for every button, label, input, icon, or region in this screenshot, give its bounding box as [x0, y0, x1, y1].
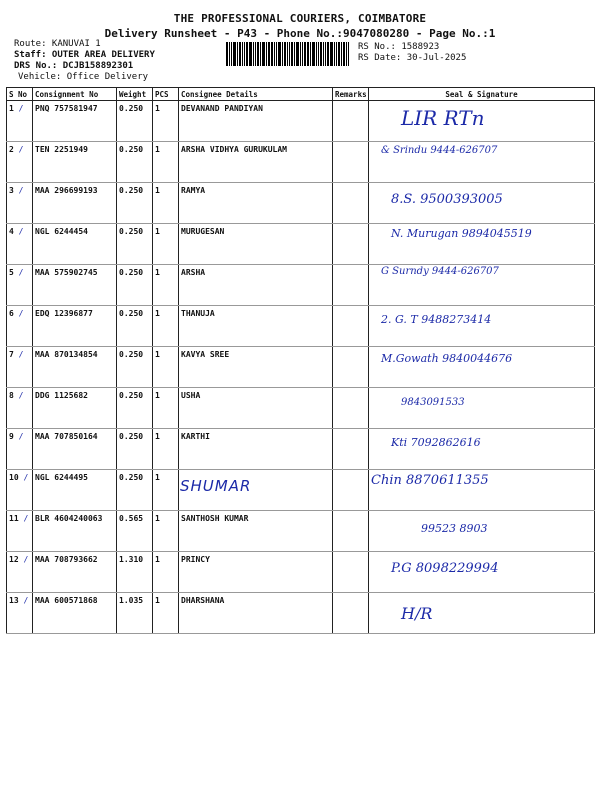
table-row [7, 511, 595, 552]
tick-mark-icon: / [13, 227, 24, 236]
consignee-cell: DEVANAND PANDIYAN [179, 101, 333, 142]
sno-cell: 7 / [7, 347, 33, 388]
consignment-cell: EDQ 12396877 [33, 306, 117, 347]
signature-handwriting: 2. G. T 9488273414 [381, 313, 492, 326]
sno-cell: 1 / [7, 101, 33, 142]
sno-cell: 9 / [7, 429, 33, 470]
signature-handwriting: Chin 8870611355 [371, 473, 489, 488]
sno-cell: 6 / [7, 306, 33, 347]
table-row [7, 101, 595, 142]
consignment-cell: MAA 707850164 [33, 429, 117, 470]
remarks-cell [333, 183, 369, 224]
staff-label: Staff: OUTER AREA DELIVERY [14, 50, 155, 60]
sno-cell: 2 / [7, 142, 33, 183]
rs-date-label: RS Date: 30-Jul-2025 [358, 53, 467, 63]
tick-mark-icon: / [18, 473, 29, 482]
runsheet-table [6, 87, 595, 634]
drs-label: DRS No.: DCJB158892301 [14, 61, 134, 71]
consignee-cell: THANUJA [179, 306, 333, 347]
sno-cell: 3 / [7, 183, 33, 224]
weight-cell: 0.250 [117, 142, 153, 183]
signature-handwriting: 99523 8903 [421, 522, 488, 535]
remark-handwriting: SHUMAR [180, 477, 252, 495]
rs-no-label: RS No.: 1588923 [358, 42, 440, 52]
route-label: Route: KANUVAI 1 [14, 39, 101, 49]
pcs-cell: 1 [153, 429, 179, 470]
consignee-cell: USHA [179, 388, 333, 429]
tick-mark-icon: / [18, 555, 29, 564]
consignee-cell: DHARSHANA [179, 593, 333, 634]
pcs-cell: 1 [153, 511, 179, 552]
signature-cell [369, 470, 595, 511]
sno-cell: 10 / [7, 470, 33, 511]
weight-cell: 0.565 [117, 511, 153, 552]
consignment-cell: PNQ 757581947 [33, 101, 117, 142]
table-row [7, 306, 595, 347]
tick-mark-icon: / [13, 309, 24, 318]
consignment-cell: MAA 600571868 [33, 593, 117, 634]
consignee-cell: KARTHI [179, 429, 333, 470]
table-header-row [7, 88, 595, 101]
table-row [7, 183, 595, 224]
remarks-cell [333, 101, 369, 142]
signature-handwriting: Kti 7092862616 [391, 436, 481, 449]
consignment-cell: MAA 296699193 [33, 183, 117, 224]
sno-cell: 5 / [7, 265, 33, 306]
signature-cell [369, 224, 595, 265]
table-row [7, 470, 595, 511]
col-header-sno: S No [7, 88, 33, 101]
pcs-cell: 1 [153, 470, 179, 511]
weight-cell: 0.250 [117, 183, 153, 224]
consignment-cell: MAA 870134854 [33, 347, 117, 388]
col-header-pcs: PCS [153, 88, 179, 101]
table-row [7, 388, 595, 429]
table-row [7, 142, 595, 183]
consignment-cell: BLR 4604240063 [33, 511, 117, 552]
table-row [7, 552, 595, 593]
table-row [7, 224, 595, 265]
signature-cell [369, 429, 595, 470]
runsheet-subtitle: Delivery Runsheet - P43 - Phone No.:9047080280 - Page No.:1 [104, 27, 496, 40]
remarks-cell [333, 429, 369, 470]
consignee-cell: ARSHA VIDHYA GURUKULAM [179, 142, 333, 183]
pcs-cell: 1 [153, 183, 179, 224]
weight-cell: 1.310 [117, 552, 153, 593]
signature-cell [369, 183, 595, 224]
col-header-remarks: Remarks [333, 88, 369, 101]
sno-cell: 11 / [7, 511, 33, 552]
remarks-cell [333, 347, 369, 388]
signature-handwriting: P.G 8098229994 [391, 561, 499, 576]
weight-cell: 0.250 [117, 224, 153, 265]
pcs-cell: 1 [153, 306, 179, 347]
remarks-cell [333, 552, 369, 593]
remarks-cell [333, 511, 369, 552]
sno-cell: 13 / [7, 593, 33, 634]
signature-cell [369, 552, 595, 593]
weight-cell: 0.250 [117, 429, 153, 470]
remarks-cell [333, 388, 369, 429]
tick-mark-icon: / [18, 596, 29, 605]
remarks-cell [333, 593, 369, 634]
consignment-cell: MAA 708793662 [33, 552, 117, 593]
consignee-cell: MURUGESAN [179, 224, 333, 265]
signature-cell [369, 265, 595, 306]
signature-handwriting: H/R [401, 604, 433, 623]
table-row [7, 347, 595, 388]
weight-cell: 0.250 [117, 388, 153, 429]
tick-mark-icon: / [13, 268, 24, 277]
signature-handwriting: & Srindu 9444-626707 [381, 145, 498, 156]
weight-cell: 0.250 [117, 265, 153, 306]
signature-cell [369, 388, 595, 429]
tick-mark-icon: / [13, 186, 24, 195]
weight-cell: 1.035 [117, 593, 153, 634]
consignment-cell: TEN 2251949 [33, 142, 117, 183]
weight-cell: 0.250 [117, 470, 153, 511]
pcs-cell: 1 [153, 142, 179, 183]
pcs-cell: 1 [153, 593, 179, 634]
remarks-cell [333, 470, 369, 511]
weight-cell: 0.250 [117, 101, 153, 142]
signature-handwriting: M.Gowath 9840044676 [381, 352, 513, 365]
consignment-cell: NGL 6244454 [33, 224, 117, 265]
signature-cell [369, 306, 595, 347]
col-header-consignment: Consignment No [33, 88, 117, 101]
table-row [7, 429, 595, 470]
signature-cell [369, 593, 595, 634]
signature-cell [369, 101, 595, 142]
col-header-consignee: Consignee Details [179, 88, 333, 101]
table-row [7, 265, 595, 306]
tick-mark-icon: / [13, 350, 24, 359]
sno-cell: 4 / [7, 224, 33, 265]
consignee-cell: ARSHA [179, 265, 333, 306]
remarks-cell [333, 306, 369, 347]
signature-cell [369, 142, 595, 183]
tick-mark-icon: / [18, 514, 29, 523]
remarks-cell [333, 265, 369, 306]
signature-handwriting: G Surndy 9444-626707 [381, 266, 499, 277]
runsheet-title: THE PROFESSIONAL COURIERS, COIMBATORE [173, 12, 427, 25]
weight-cell: 0.250 [117, 347, 153, 388]
consignment-cell: MAA 575902745 [33, 265, 117, 306]
pcs-cell: 1 [153, 347, 179, 388]
signature-cell [369, 347, 595, 388]
consignment-cell: NGL 6244495 [33, 470, 117, 511]
signature-cell [369, 511, 595, 552]
consignee-cell: SANTHOSH KUMAR [179, 511, 333, 552]
tick-mark-icon: / [13, 145, 24, 154]
pcs-cell: 1 [153, 552, 179, 593]
pcs-cell: 1 [153, 224, 179, 265]
signature-handwriting: N. Murugan 9894045519 [391, 227, 532, 240]
tick-mark-icon: / [13, 104, 24, 113]
signature-handwriting: LIR RTn [401, 106, 485, 130]
sno-cell: 8 / [7, 388, 33, 429]
consignee-cell: PRINCY [179, 552, 333, 593]
pcs-cell: 1 [153, 265, 179, 306]
tick-mark-icon: / [13, 432, 24, 441]
table-row [7, 593, 595, 634]
weight-cell: 0.250 [117, 306, 153, 347]
remarks-cell [333, 224, 369, 265]
col-header-weight: Weight [117, 88, 153, 101]
col-header-signature: Seal & Signature [369, 88, 595, 101]
consignee-cell: RAMYA [179, 183, 333, 224]
signature-handwriting: 8.S. 9500393005 [391, 192, 503, 207]
vehicle-label: Vehicle: Office Delivery [18, 72, 149, 82]
remarks-cell [333, 142, 369, 183]
tick-mark-icon: / [13, 391, 24, 400]
consignee-cell: KAVYA SREE [179, 347, 333, 388]
sno-cell: 12 / [7, 552, 33, 593]
pcs-cell: 1 [153, 101, 179, 142]
pcs-cell: 1 [153, 388, 179, 429]
signature-handwriting: 9843091533 [401, 397, 465, 408]
barcode [226, 42, 354, 66]
consignment-cell: DDG 1125682 [33, 388, 117, 429]
